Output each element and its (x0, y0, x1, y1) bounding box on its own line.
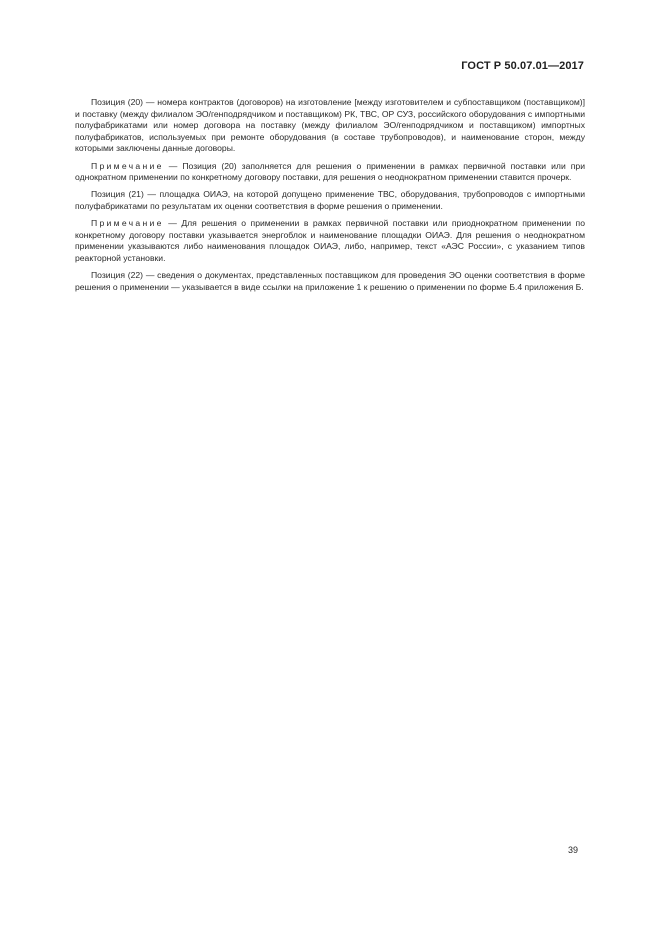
note-label: Примечание (91, 218, 164, 229)
document-header-standard-id: ГОСТ Р 50.07.01—2017 (461, 60, 584, 72)
note-position-20 (75, 161, 585, 184)
paragraph-position-21: Позиция (21) — площадка ОИАЭ, на которой допущено применение ТВС, оборудования, трубопроводов с импортными полуфабрикатами по результатам их оценки соответствия в форме решения о применении. (75, 189, 585, 211)
paragraph-position-22: Позиция (22) — сведения о документах, представленных поставщиком для проведения ЭО оценки соответствия в форме решения о применении — указывается в виде ссылки на приложение 1 к решению о применении по форме Б.4 приложения Б. (75, 270, 585, 292)
note-position-21 (75, 218, 585, 264)
note-text: — Позиция (20) заполняется для решения о применении в рамках первичной поставки или при однократном применении по конкретному договору поставки, для решения о неоднократном применении ставится прочерк. (75, 160, 585, 183)
document-body (75, 97, 585, 299)
note-label: Примечание (91, 160, 164, 171)
paragraph-position-20: Позиция (20) — номера контрактов (договоров) на изготовление [между изготовителем и субпоставщиком (поставщиком)] и поставку (между филиалом ЭО/генподрядчиком и поставщиком) РК, ТВС, ОР СУЗ, российского оборудования с импортными полуфабрикатами или номер договора на поставку (между филиалом ЭО/генподрядчиком и поставщиком) импортных полуфабрикатов, используемых при ремонте оборудования (в составе трубопроводов), и наименование сторон, между которыми заключены данные договоры. (75, 97, 585, 154)
note-text: — Для решения о применении в рамках первичной поставки или приоднократном применении по конкретному договору поставки указывается энергоблок и наименование площадки ОИАЭ. Для решения о неоднократном применении указываются либо наименования площадок ОИАЭ, либо, например, текст «АЭС России», с указанием типов реакторной установки. (75, 218, 585, 263)
page-number: 39 (568, 845, 579, 855)
